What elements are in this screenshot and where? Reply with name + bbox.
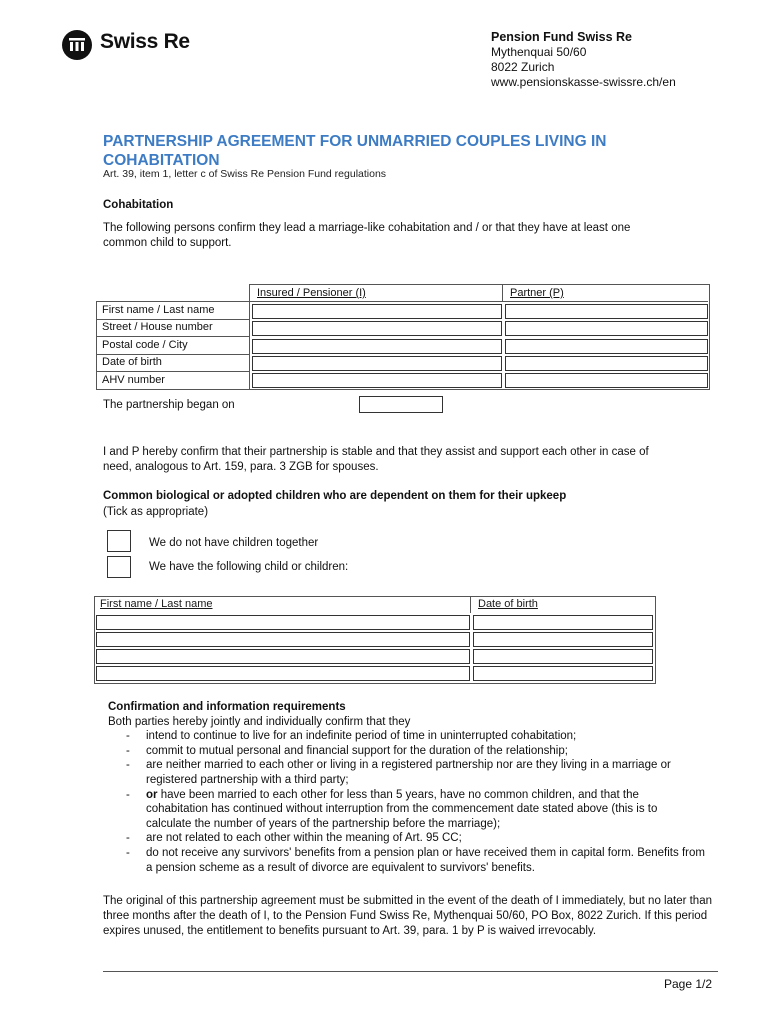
insured-dob-field[interactable] (252, 356, 502, 371)
list-item: - or have been married to each other for less than 5 years, have no common children, and that the cohabitation has continued without interruption from the commencement date stated above (this is to calculate the number of years of the partnership before the marriage); (126, 788, 658, 830)
partner-name-field[interactable] (505, 304, 708, 319)
children-heading: Common biological or adopted children who are dependent on them for their upkeep (103, 490, 567, 502)
has-children-label: We have the following child or children: (149, 561, 349, 573)
address-block (491, 30, 676, 90)
row-label-name: First name / Last name (102, 304, 215, 316)
insured-ahv-field[interactable] (252, 373, 502, 388)
page-number: Page 1/2 (664, 977, 713, 991)
row-label-ahv: AHV number (102, 374, 165, 386)
child-4-name-field[interactable] (96, 666, 470, 681)
children-note: (Tick as appropriate) (103, 506, 209, 518)
child-2-dob-field[interactable] (473, 632, 653, 647)
col-child-name-header: First name / Last name (100, 598, 213, 610)
partner-street-field[interactable] (505, 321, 708, 336)
list-item: - commit to mutual personal and financial support for the duration of the relationship; (126, 744, 568, 757)
row-label-postal: Postal code / City (102, 339, 188, 351)
persons-table (96, 284, 709, 390)
submission-notice: The original of this partnership agreement must be submitted in the event of the death of I immediately, but no later than three months after the death of I, to the Pension Fund Swiss Re, Mythenquai 50/60, PO Box, 8022 Zurich. If this period expires unused, the entitlement to benefits pursuant to Art. 39, para. 1 by P is waived irrevocably. (103, 895, 712, 937)
row-label-street: Street / House number (102, 321, 213, 333)
footer-divider (103, 971, 718, 972)
cohabitation-text: The following persons confirm they lead a marriage-like cohabitation and / or that they have at least one common child to support. (103, 222, 631, 249)
children-table (94, 596, 656, 684)
confirmation-heading: Confirmation and information requirements (108, 701, 346, 713)
confirmation-section (108, 700, 718, 875)
list-item: - are not related to each other within the meaning of Art. 95 CC; (126, 832, 462, 845)
website-link[interactable]: www.pensionskasse-swissre.ch/en (491, 75, 676, 89)
col-child-dob-header: Date of birth (478, 598, 538, 610)
swiss-re-logo-icon (62, 30, 92, 60)
stability-confirmation-text: I and P hereby confirm that their partnership is stable and that they assist and support each other in case of need, analogous to Art. 159, para. 3 ZGB for spouses. (103, 446, 649, 473)
confirmation-intro: Both parties hereby jointly and individually confirm that they (108, 715, 411, 728)
list-item: - are neither married to each other or living in a registered partnership nor are they living in a marriage or registered partnership with a third party; (126, 759, 671, 786)
child-4-dob-field[interactable] (473, 666, 653, 681)
child-3-dob-field[interactable] (473, 649, 653, 664)
list-item: - intend to continue to live for an indefinite period of time in uninterrupted cohabitation; (126, 730, 577, 743)
page-title: PARTNERSHIP AGREEMENT FOR UNMARRIED COUPLES LIVING IN COHABITATION (103, 133, 607, 169)
org-name: Pension Fund Swiss Re (491, 30, 632, 44)
cohabitation-heading: Cohabitation (103, 199, 174, 211)
child-1-dob-field[interactable] (473, 615, 653, 630)
partnership-began-label: The partnership began on (103, 399, 235, 411)
no-children-label: We do not have children together (149, 537, 319, 549)
insured-name-field[interactable] (252, 304, 502, 319)
col-partner-header: Partner (P) (510, 287, 564, 299)
list-item: - do not receive any survivors' benefits from a pension plan or have received them in capital form. Benefits from a pension scheme as a result of divorce are equivalent to survivors' benefits. (126, 846, 705, 874)
insured-street-field[interactable] (252, 321, 502, 336)
child-2-name-field[interactable] (96, 632, 470, 647)
partner-ahv-field[interactable] (505, 373, 708, 388)
partnership-start-date-field[interactable] (359, 396, 443, 413)
no-children-checkbox[interactable] (107, 530, 131, 552)
insured-postal-field[interactable] (252, 339, 502, 354)
logo-text: Swiss Re (100, 30, 190, 53)
partner-postal-field[interactable] (505, 339, 708, 354)
child-3-name-field[interactable] (96, 649, 470, 664)
has-children-checkbox[interactable] (107, 556, 131, 578)
row-label-dob: Date of birth (102, 356, 162, 368)
address-city: 8022 Zurich (491, 60, 555, 74)
col-insured-header: Insured / Pensioner (I) (257, 287, 366, 299)
address-street: Mythenquai 50/60 (491, 45, 587, 59)
page-subtitle: Art. 39, item 1, letter c of Swiss Re Pension Fund regulations (103, 168, 387, 180)
partner-dob-field[interactable] (505, 356, 708, 371)
child-1-name-field[interactable] (96, 615, 470, 630)
